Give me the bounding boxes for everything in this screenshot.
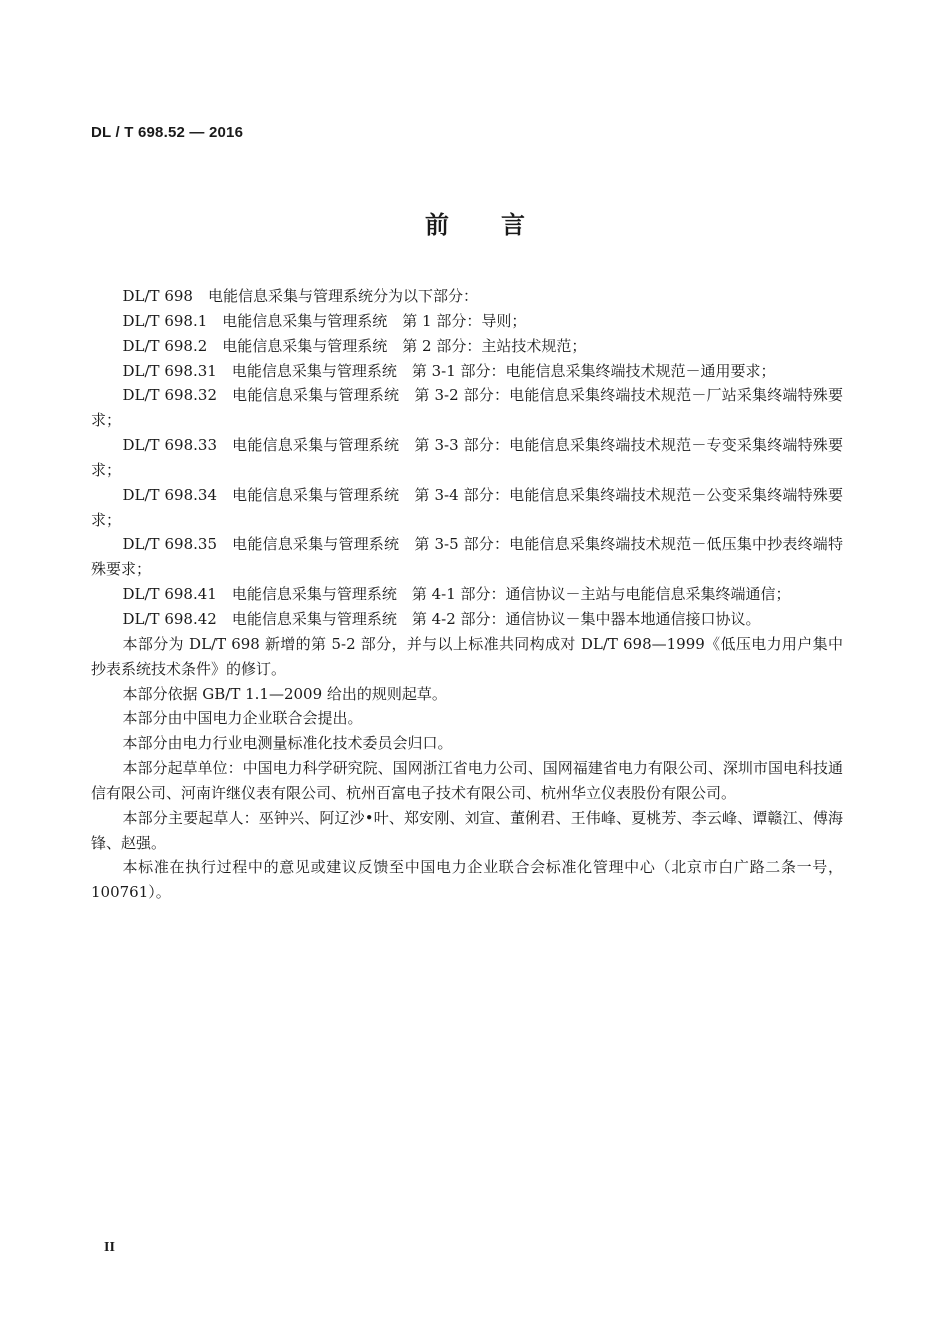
page-title: 前言 xyxy=(425,211,577,239)
proposer-paragraph: 本部分由中国电力企业联合会提出。 xyxy=(122,709,363,728)
part-item: DL/T 698.42 电能信息采集与管理系统 第 4-2 部分：通信协议－集中器本地通信接口协议。 xyxy=(122,609,761,628)
part-item: DL/T 698.33 电能信息采集与管理系统 第 3-3 部分：电能信息采集终端技术规范－专变采集终端特殊要求； xyxy=(91,436,843,479)
part-item: DL/T 698.41 电能信息采集与管理系统 第 4-1 部分：通信协议－主站与电能信息采集终端通信； xyxy=(122,585,791,604)
part-item: DL/T 698.32 电能信息采集与管理系统 第 3-2 部分：电能信息采集终端技术规范－厂站采集终端特殊要求； xyxy=(91,386,843,430)
drafters-paragraph: 本部分主要起草人：巫钟兴、阿辽沙•叶、郑安刚、刘宣、董俐君、王伟峰、夏桃芳、李云峰、谭赣江、傅海锋、赵强。 xyxy=(91,808,843,852)
part-item: DL/T 698.34 电能信息采集与管理系统 第 3-4 部分：电能信息采集终端技术规范－公变采集终端特殊要求； xyxy=(91,485,843,529)
part-item: DL/T 698.1 电能信息采集与管理系统 第 1 部分：导则； xyxy=(122,311,527,330)
feedback-paragraph: 本标准在执行过程中的意见或建议反馈至中国电力企业联合会标准化管理中心（北京市白广路二条一号，100761）。 xyxy=(91,858,843,902)
administrator-paragraph: 本部分由电力行业电测量标准化技术委员会归口。 xyxy=(122,734,453,753)
drafting-units-paragraph: 本部分起草单位：中国电力科学研究院、国网浙江省电力公司、国网福建省电力有限公司、深圳市国电科技通信有限公司、河南许继仪表有限公司、杭州百富电子技术有限公司、杭州华立仪表股份有限公司。 xyxy=(91,759,843,802)
part-item: DL/T 698.31 电能信息采集与管理系统 第 3-1 部分：电能信息采集终端技术规范－通用要求； xyxy=(122,361,776,380)
relation-paragraph: 本部分为 DL/T 698 新增的第 5-2 部分，并与以上标准共同构成对 DL/T 698—1999《低压电力用户集中抄表系统技术条件》的修订。 xyxy=(91,634,843,678)
page-number: II xyxy=(104,1240,115,1255)
standard-code: DL / T 698.52 — 2016 xyxy=(91,124,244,141)
drafting-rules-paragraph: 本部分依据 GB/T 1.1—2009 给出的规则起草。 xyxy=(122,684,447,703)
part-item: DL/T 698.35 电能信息采集与管理系统 第 3-5 部分：电能信息采集终端技术规范－低压集中抄表终端特殊要求； xyxy=(91,535,843,579)
parts-intro: DL/T 698 电能信息采集与管理系统分为以下部分： xyxy=(122,287,478,305)
part-item: DL/T 698.2 电能信息采集与管理系统 第 2 部分：主站技术规范； xyxy=(122,336,587,355)
document-body xyxy=(91,284,843,905)
